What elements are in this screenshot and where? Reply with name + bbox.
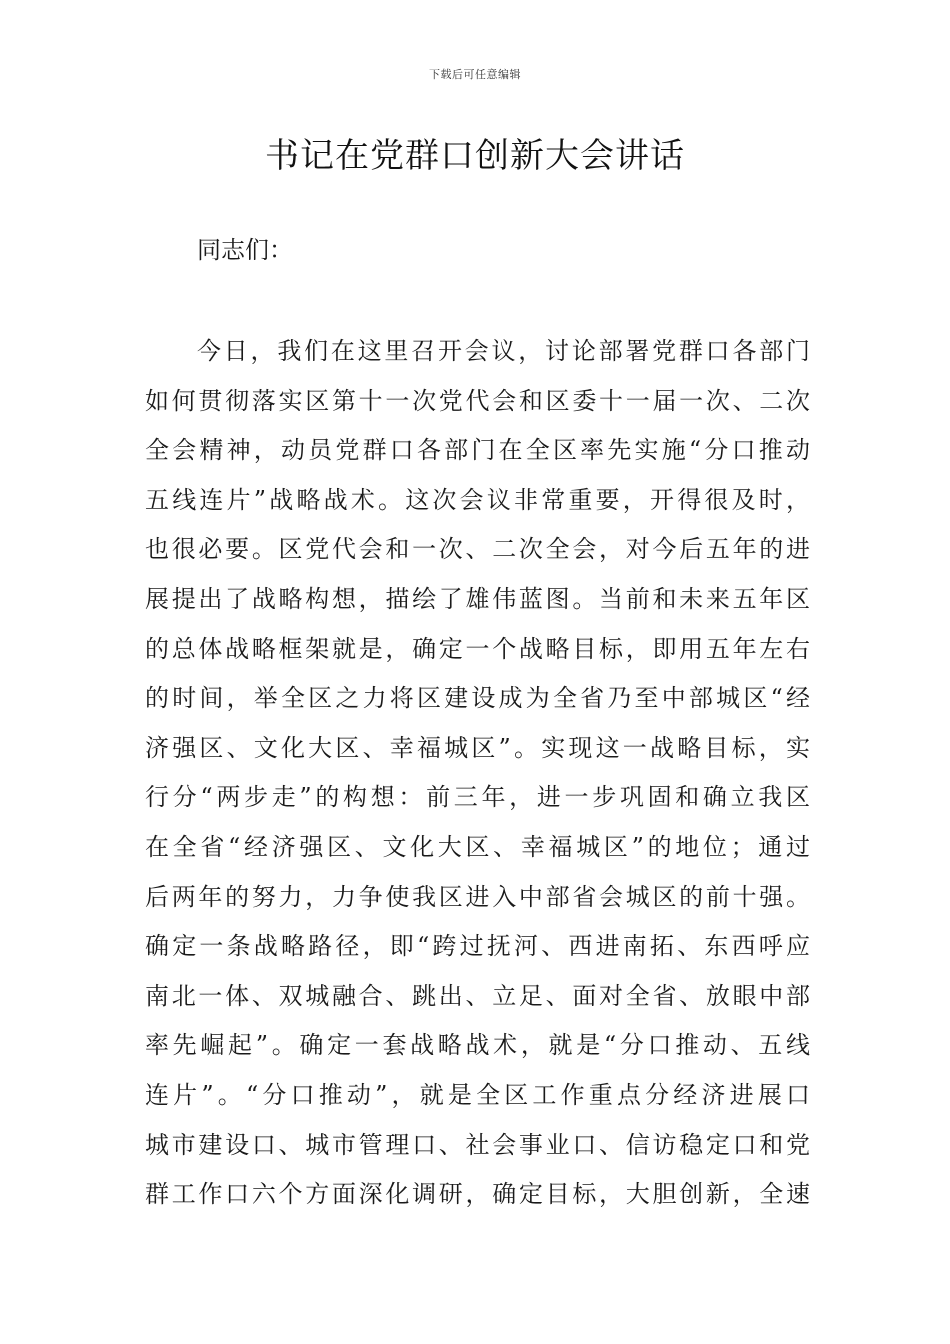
body-line: 在全省“经济强区、文化大区、幸福城区”的地位；通过	[145, 832, 810, 861]
body-line: 五线连片”战略战术。这次会议非常重要，开得很及时，	[145, 485, 810, 514]
body-line: 连片”。“分口推动”，就是全区工作重点分经济进展口	[145, 1080, 810, 1109]
body-paragraph	[145, 327, 810, 1220]
body-line: 群工作口六个方面深化调研，确定目标，大胆创新，全速	[145, 1180, 810, 1209]
body-line: 也很必要。区党代会和一次、二次全会，对今后五年的进	[145, 535, 810, 564]
body-line: 的总体战略框架就是，确定一个战略目标，即用五年左右	[145, 634, 810, 663]
salutation: 同志们：	[197, 236, 293, 264]
body-line: 全会精神，动员党群口各部门在全区率先实施“分口推动	[145, 436, 810, 465]
document-title: 书记在党群口创新大会讲话	[265, 136, 685, 176]
header-note: 下载后可任意编辑	[429, 68, 521, 81]
body-line: 南北一体、双城融合、跳出、立足、面对全省、放眼中部	[145, 981, 810, 1010]
body-line: 率先崛起”。确定一套战略战术，就是“分口推动、五线	[145, 1031, 810, 1060]
body-line: 济强区、文化大区、幸福城区”。实现这一战略目标，实	[145, 733, 810, 762]
body-line: 如何贯彻落实区第十一次党代会和区委十一届一次、二次	[145, 386, 810, 415]
body-line: 的时间，举全区之力将区建设成为全省乃至中部城区“经	[145, 684, 810, 713]
body-line: 展提出了战略构想，描绘了雄伟蓝图。当前和未来五年区	[145, 584, 810, 613]
body-line: 后两年的努力，力争使我区进入中部省会城区的前十强。	[145, 882, 810, 911]
body-line: 行分“两步走”的构想：前三年，进一步巩固和确立我区	[145, 783, 810, 812]
body-line: 城市建设口、城市管理口、社会事业口、信访稳定口和党	[145, 1130, 810, 1159]
body-line: 确定一条战略路径，即“跨过抚河、西进南拓、东西呼应	[145, 932, 810, 961]
body-line: 今日，我们在这里召开会议，讨论部署党群口各部门	[197, 337, 810, 365]
